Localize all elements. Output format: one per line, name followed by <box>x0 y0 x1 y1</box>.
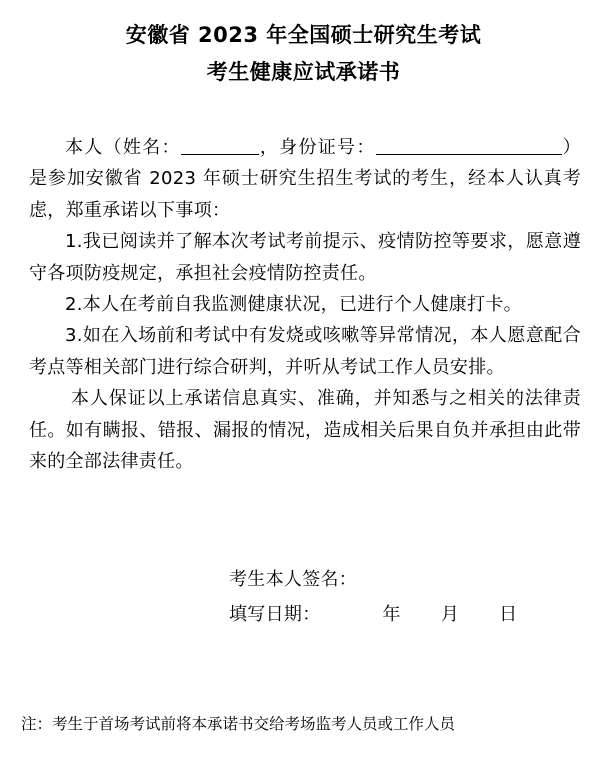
signature-line <box>229 567 357 593</box>
name-blank-field[interactable] <box>181 136 259 155</box>
document-title-line2: 考生健康应试承诺书 <box>206 60 401 84</box>
commitment-item-2: 2.本人在考前自我监测健康状况，已进行个人健康打卡。 <box>65 294 522 316</box>
document-title-line1: 安徽省 2023 年全国硕士研究生考试 <box>125 23 482 47</box>
signer-label: 考生本人签名： <box>229 569 358 590</box>
intro-paragraph <box>29 132 581 226</box>
date-line <box>229 602 517 628</box>
guarantee-paragraph: 本人保证以上承诺信息真实、准确，并知悉与之相关的法律责任。如有瞒报、错报、漏报的情况，造成相关后果自负并承担由此带来的全部法律责任。 <box>29 388 581 473</box>
date-label: 填写日期： <box>229 604 321 625</box>
date-year-label: 年 <box>382 604 401 625</box>
id-number-blank-field[interactable] <box>376 136 562 155</box>
declaration-body <box>29 132 581 477</box>
intro-prefix: 本人（姓名： <box>65 137 181 158</box>
intro-mid: ，身份证号： <box>258 137 376 158</box>
footer-note: 注：考生于首场考试前将本承诺书交给考场监考人员或工作人员 <box>21 715 456 733</box>
date-month-label: 月 <box>440 604 460 625</box>
date-day-label: 日 <box>499 604 518 625</box>
commitment-item-1: 1.我已阅读并了解本次考试考前提示、疫情防控等要求，愿意遵守各项防疫规定，承担社会疫情防控责任。 <box>29 231 581 284</box>
intro-suffix: ）是参加安徽省 2023 年硕士研究生招生考试的考生，经本人认真考虑，郑重承诺以下事项： <box>29 137 581 221</box>
commitment-item-3: 3.如在入场前和考试中有发烧或咳嗽等异常情况，本人愿意配合考点等相关部门进行综合研判，并听从考试工作人员安排。 <box>29 325 581 378</box>
